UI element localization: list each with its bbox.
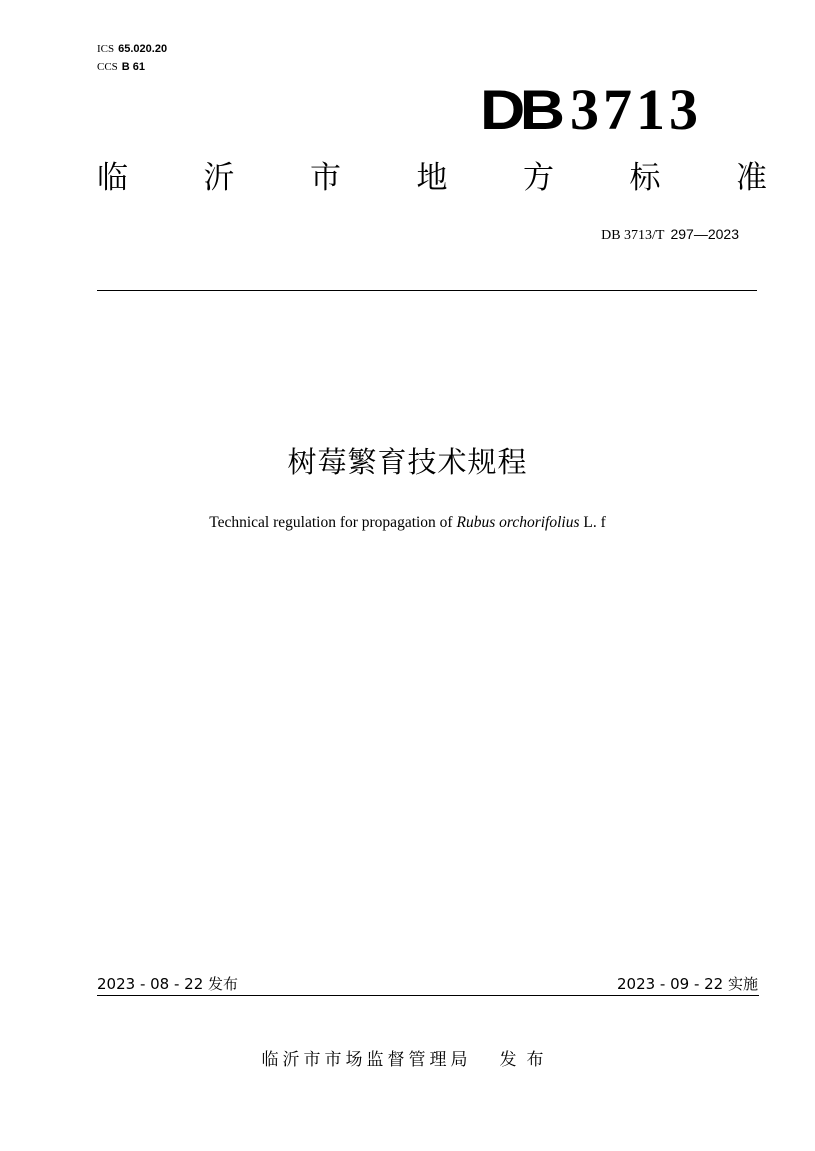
standard-number-prefix: DB 3713/T — [601, 228, 665, 243]
header-divider — [97, 290, 757, 291]
document-title: 树莓繁育技术规程 — [287, 445, 528, 479]
ccs-code: B 61 — [121, 61, 146, 73]
footer-divider — [97, 995, 759, 996]
standard-type-heading — [97, 158, 767, 198]
issue-date: 2023 - 08 - 22 发布 — [97, 975, 239, 993]
standard-logo-number: 3713 — [570, 77, 702, 142]
document-english-title — [0, 513, 815, 533]
standard-type-char: 沂 — [203, 160, 235, 196]
standard-type-char: 标 — [629, 160, 661, 196]
ccs-label: CCS — [97, 61, 118, 73]
standard-number-suffix: 297—2023 — [670, 226, 739, 242]
standard-number — [601, 225, 739, 245]
english-title-suffix: L. f — [579, 514, 606, 531]
standard-type-char: 临 — [97, 160, 128, 196]
ics-code: 65.020.20 — [118, 43, 168, 55]
english-title-species: Rubus orchorifolius — [456, 514, 580, 531]
standard-type-char: 地 — [416, 160, 448, 196]
standard-type-char: 方 — [523, 160, 554, 196]
ccs-classification — [97, 60, 145, 74]
english-title-prefix: Technical regulation for propagation of — [209, 514, 457, 531]
ics-label: ICS — [97, 43, 115, 55]
standard-logo-letters: DB — [480, 78, 560, 141]
publisher-action: 发布 — [499, 1050, 554, 1070]
standard-logo — [480, 68, 702, 140]
implementation-date: 2023 - 09 - 22 实施 — [616, 975, 758, 993]
ics-classification — [97, 42, 167, 56]
standard-type-char: 市 — [310, 160, 341, 196]
publisher-line — [0, 1048, 815, 1072]
standard-type-char: 准 — [736, 160, 767, 196]
publisher-organization: 临沂市市场监督管理局 — [261, 1050, 472, 1070]
